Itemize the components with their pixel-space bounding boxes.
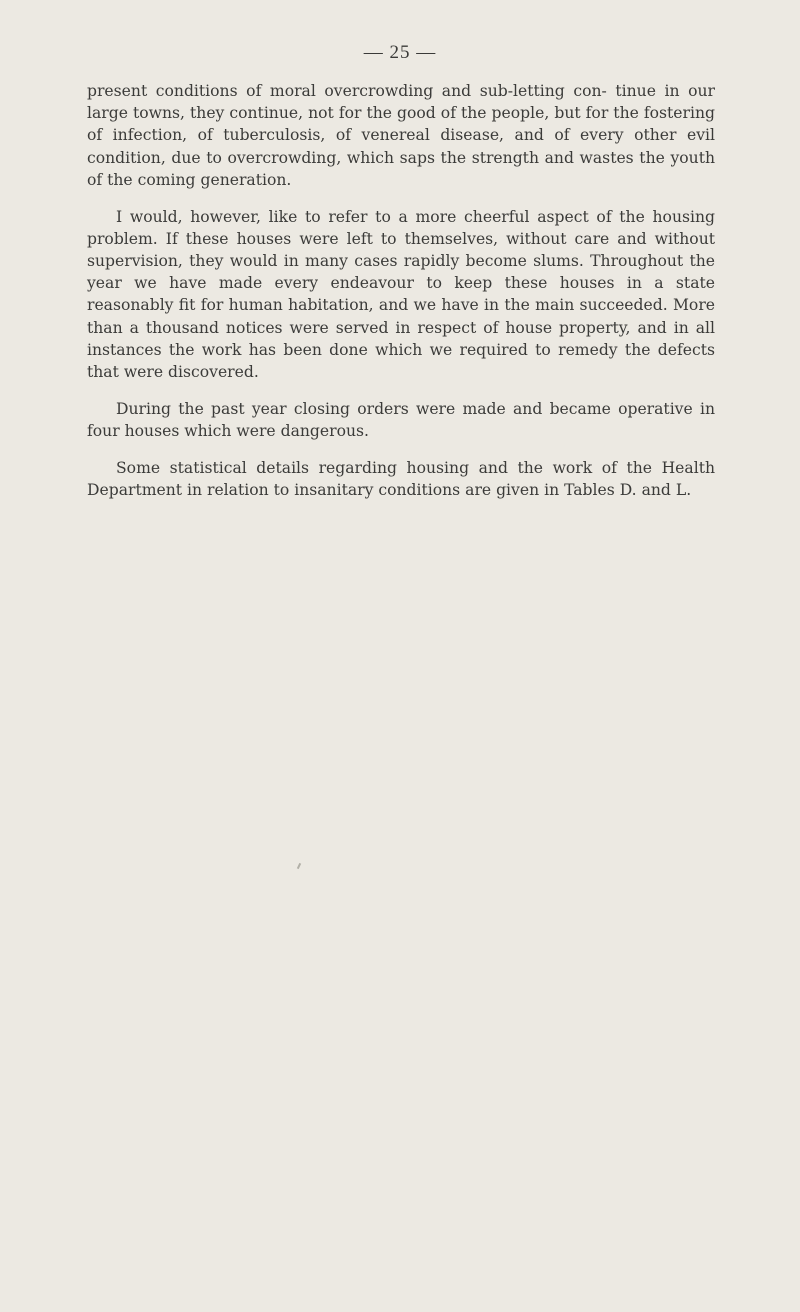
paper-speck bbox=[297, 863, 301, 869]
page-number: — 25 — bbox=[363, 42, 437, 63]
paragraph-4: Some statistical details regarding housing and the work of the Health Department in relation to insanitary conditions are given in Tables D. and L. bbox=[87, 458, 715, 499]
paragraph-1: present conditions of moral overcrowding and sub-letting con- tinue in our large towns, they continue, not for the good of the people, but for the fostering of infection, of tuberculosis, of venereal disease, and of every other evil condition, due to overcrowding, which saps the strength and wastes the youth of the coming generation. bbox=[87, 82, 715, 189]
paragraph-2: I would, however, like to refer to a more cheerful aspect of the housing problem. If these houses were left to themselves, without care and without supervision, they would in many cases rapidly become slums. Throughout the year we have made every endeavour to keep these houses in a state reasonably fit for human habitation, and we have in the main succeeded. More than a thousand notices were served in respect of house property, and in all instances the work has been done which we required to remedy the defects that were discovered. bbox=[87, 207, 715, 381]
paragraph-3: During the past year closing orders were made and became operative in four houses which were dangerous. bbox=[87, 399, 715, 440]
body-text bbox=[87, 80, 715, 515]
